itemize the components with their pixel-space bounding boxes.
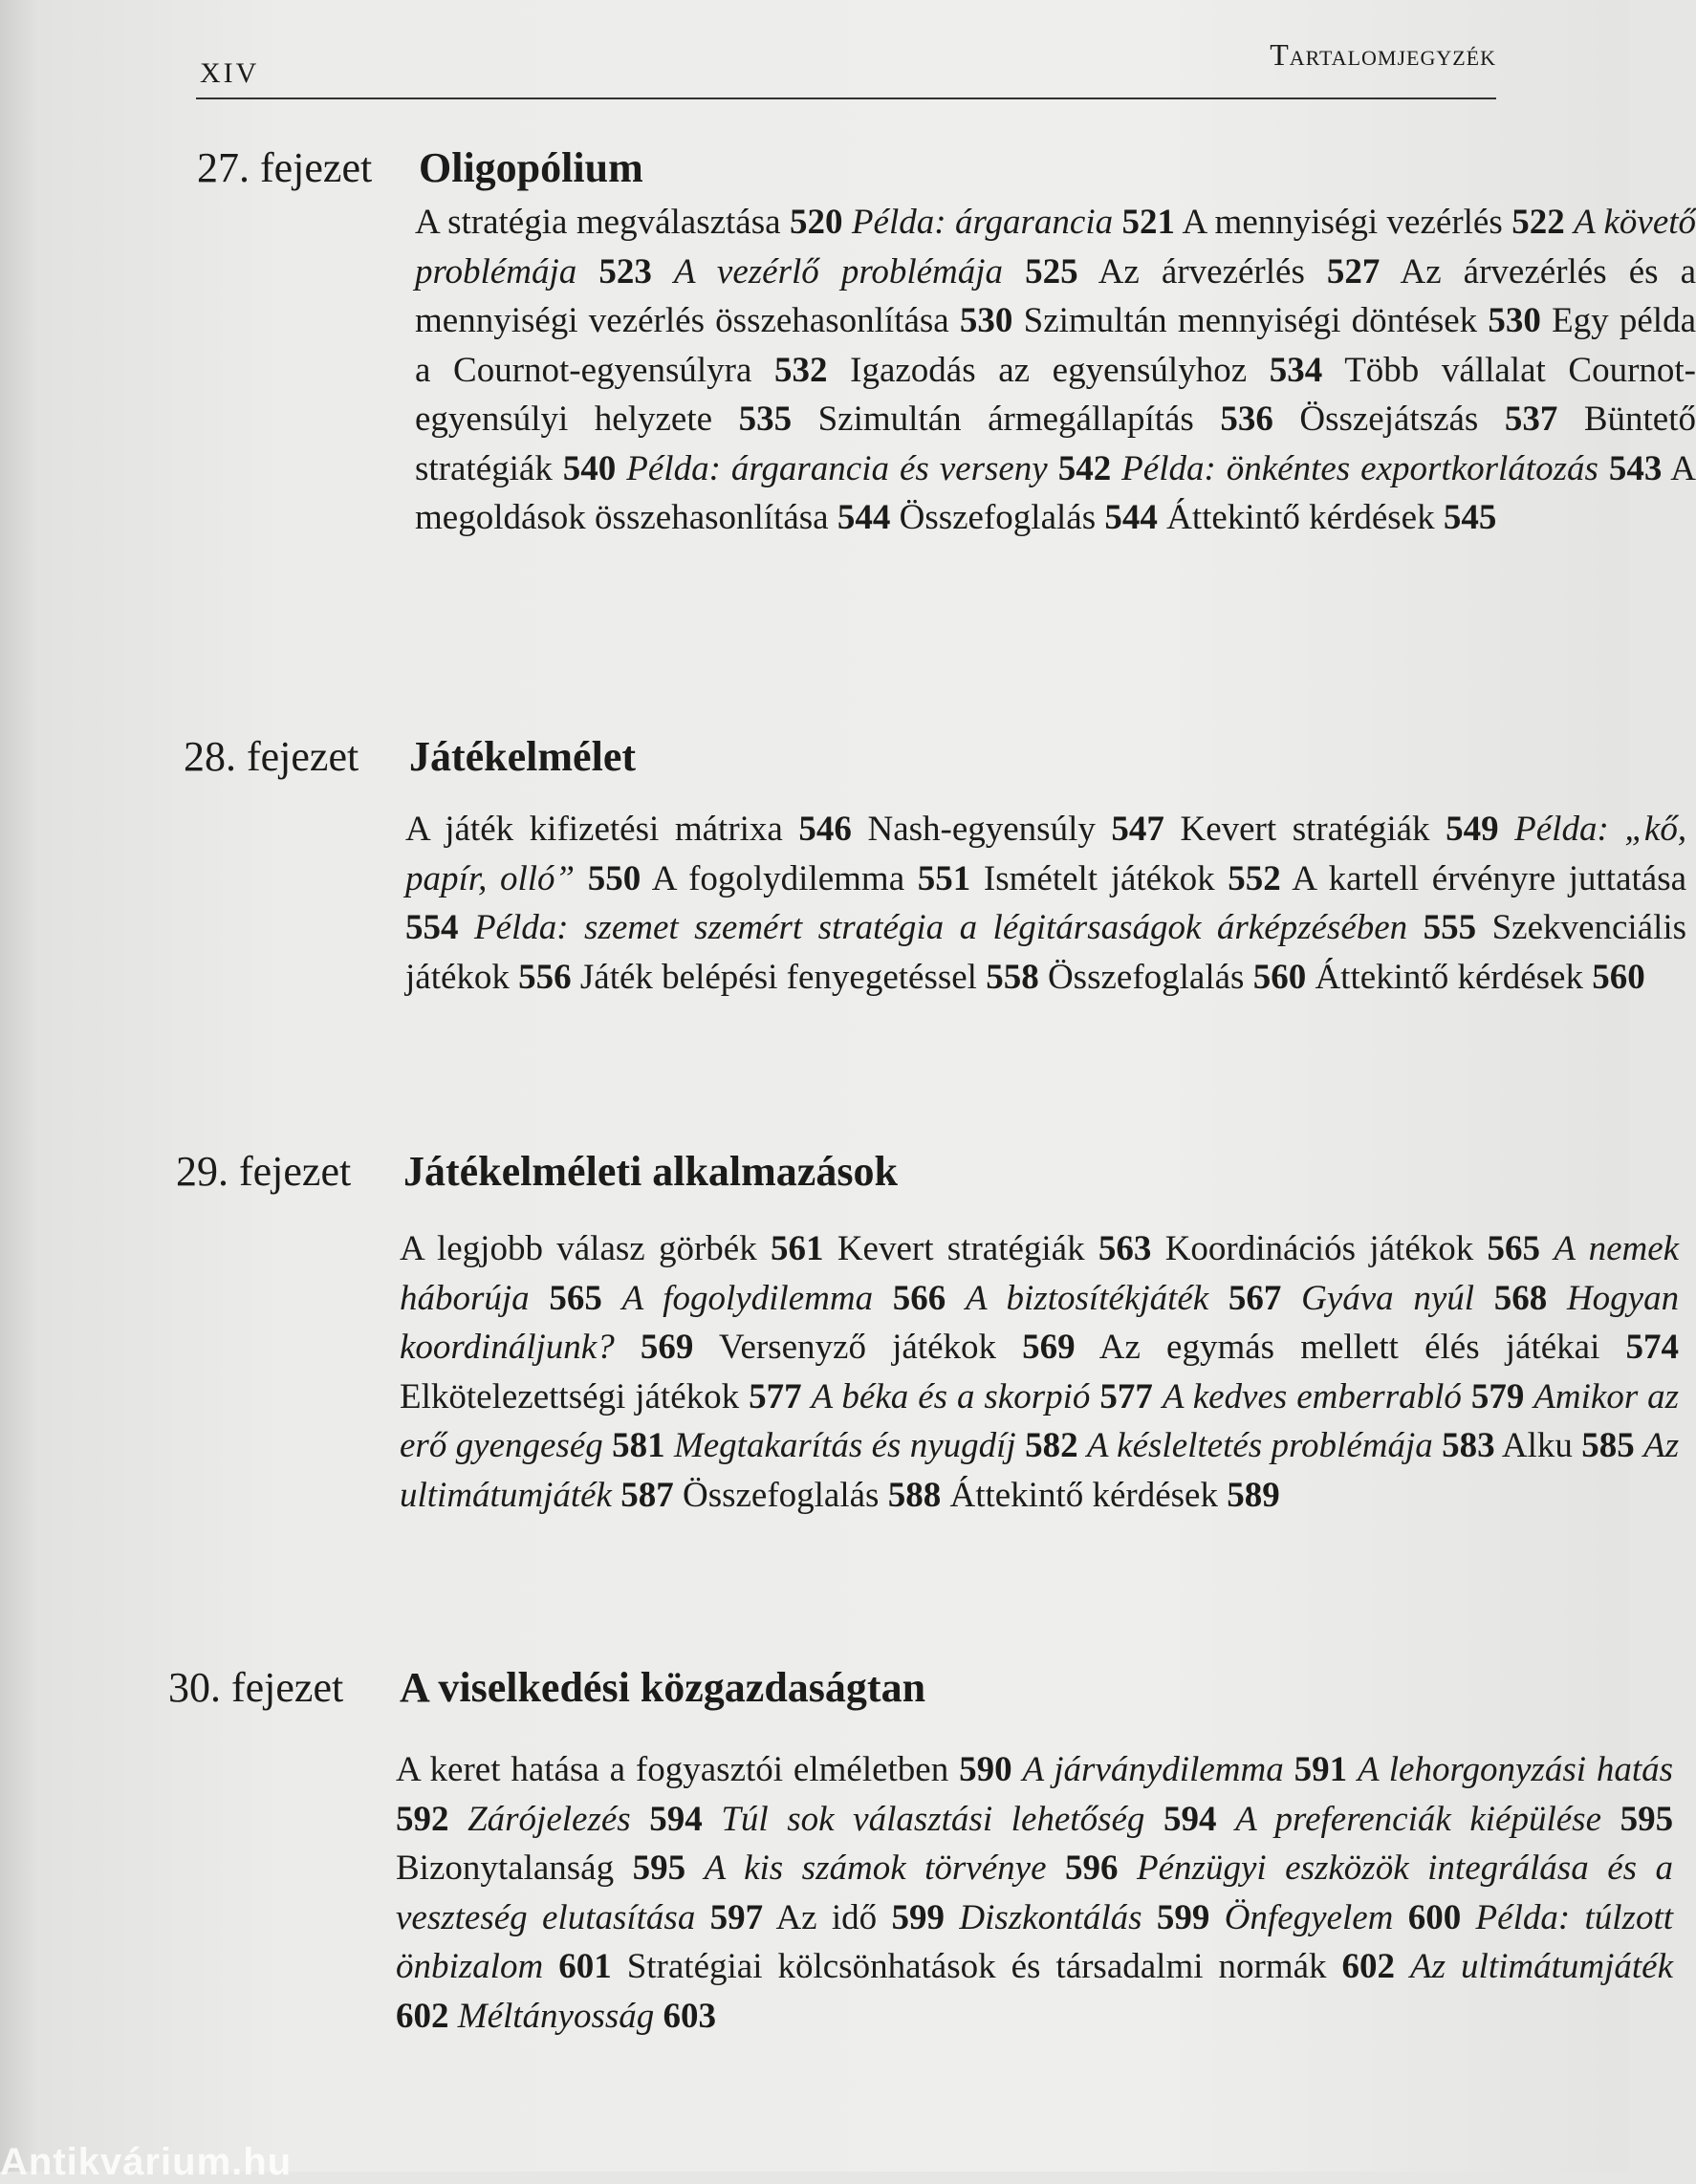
- toc-entry-title: Igazodás az egyensúlyhoz: [850, 350, 1248, 390]
- toc-entry-page: 543: [1608, 448, 1663, 488]
- toc-entry-title: A megoldások összehasonlítása: [415, 448, 1696, 537]
- toc-entry-page: 592: [396, 1799, 449, 1839]
- toc-entry-title: Összefoglalás: [899, 498, 1097, 537]
- toc-entry-page: 547: [1111, 810, 1164, 849]
- toc-entry-page: 527: [1326, 251, 1381, 292]
- toc-entry-title: Pénzügyi eszközök integrálása és a veszteség elutasítása: [396, 1849, 1674, 1937]
- toc-entry-title: A biztosítékjáték: [965, 1278, 1209, 1318]
- toc-entry-page: 534: [1269, 350, 1323, 390]
- toc-entry-title: Stratégiai kölcsönhatások és társadalmi normák: [626, 1947, 1327, 1986]
- toc-entry-page: 521: [1121, 203, 1176, 242]
- toc-entry-title: A járványdilemma: [1022, 1750, 1284, 1789]
- toc-entry-page: 568: [1493, 1278, 1548, 1318]
- chapter-entries: [405, 805, 1686, 1002]
- toc-entry-title: A preferenciák kiépülése: [1235, 1799, 1601, 1839]
- toc-entry-title: Az ultimátumjáték: [1410, 1947, 1674, 1986]
- toc-entry-page: 589: [1227, 1475, 1280, 1515]
- toc-entry-page: 560: [1592, 957, 1645, 997]
- toc-entry-page: 597: [709, 1897, 764, 1937]
- toc-entry-page: 558: [986, 957, 1039, 997]
- toc-entry-page: 601: [558, 1947, 612, 1986]
- page-number: XIV: [200, 57, 260, 89]
- toc-entry-page: 565: [1487, 1229, 1541, 1268]
- toc-entry-title: A nemek háborúja: [400, 1229, 1680, 1318]
- toc-entry-title: Kevert stratégiák: [1180, 810, 1430, 849]
- toc-entry-title: Szekvenciális játékok: [405, 908, 1687, 997]
- toc-entry-title: A fogolydilemma: [621, 1278, 874, 1318]
- chapter-title: Játékelméleti alkalmazások: [403, 1148, 898, 1195]
- toc-entry-title: Egy példa a Cournot-egyensúlyra: [415, 301, 1696, 390]
- toc-entry-page: 561: [771, 1229, 824, 1268]
- toc-entry-title: A követő problémája: [415, 203, 1696, 292]
- toc-entry-page: 542: [1057, 448, 1112, 488]
- toc-entry-page: 532: [774, 350, 828, 390]
- toc-entry-title: A legjobb válasz görbék: [400, 1229, 757, 1268]
- toc-entry-title: A késleltetés problémája: [1086, 1426, 1433, 1465]
- toc-entry-title: Önfegyelem: [1224, 1897, 1394, 1937]
- toc-entry-title: Büntető stratégiák: [415, 400, 1696, 488]
- toc-entry-title: Gyáva nyúl: [1301, 1278, 1475, 1318]
- toc-entry-page: 551: [917, 858, 971, 898]
- toc-entry-page: 549: [1446, 810, 1499, 849]
- toc-entry-page: 550: [587, 858, 641, 898]
- toc-entry-title: Nash-egyensúly: [867, 810, 1096, 849]
- toc-entry-page: 590: [959, 1750, 1012, 1789]
- toc-entry-title: Játék belépési fenyegetéssel: [579, 957, 977, 997]
- toc-entry-page: 595: [1620, 1799, 1674, 1839]
- toc-entry-page: 554: [405, 908, 459, 947]
- chapter-label: 29. fejezet: [176, 1148, 352, 1195]
- toc-entry-page: 569: [1022, 1328, 1076, 1367]
- toc-entry-page: 581: [612, 1426, 665, 1465]
- toc-entry-title: A játék kifizetési mátrixa: [405, 810, 783, 849]
- toc-entry-page: 602: [396, 1996, 449, 2036]
- watermark: Antikvárium.hu: [0, 2141, 293, 2183]
- toc-entry-page: 544: [1104, 498, 1158, 537]
- toc-entry-page: 555: [1423, 908, 1477, 947]
- toc-entry-title: Példa: önkéntes exportkorlátozás: [1121, 448, 1598, 488]
- toc-entry-page: 596: [1065, 1849, 1119, 1888]
- toc-entry-title: A lehorgonyzási hatás: [1357, 1750, 1674, 1789]
- toc-entry-title: A mennyiségi vezérlés: [1182, 203, 1503, 242]
- toc-entry-title: A kedves emberrabló: [1162, 1376, 1462, 1416]
- toc-entry-page: 520: [789, 203, 843, 242]
- toc-entry-title: Az árvezérlés és a mennyiségi vezérlés összehasonlítása: [415, 251, 1696, 340]
- toc-entry-title: Áttekintő kérdések: [1315, 957, 1583, 997]
- toc-entry-page: 556: [518, 957, 572, 997]
- toc-entry-page: 545: [1443, 498, 1497, 537]
- toc-entry-title: Példa: „kő, papír, olló”: [405, 810, 1687, 898]
- page-header: [196, 29, 1496, 99]
- toc-entry-title: Példa: szemet szemért stratégia a légitársaságok árképzésében: [473, 908, 1408, 947]
- toc-entry-title: A stratégia megválasztása: [415, 203, 781, 242]
- toc-entry-title: Koordinációs játékok: [1164, 1229, 1474, 1268]
- toc-entry-title: Összejátszás: [1299, 400, 1479, 439]
- toc-entry-page: 594: [649, 1799, 703, 1839]
- toc-entry-title: A kartell érvényre juttatása: [1292, 858, 1687, 898]
- toc-entry-title: Az idő: [775, 1897, 878, 1937]
- toc-entry-page: 588: [887, 1475, 942, 1515]
- toc-entry-title: Szimultán ármegállapítás: [817, 400, 1194, 439]
- toc-entry-page: 599: [1156, 1897, 1210, 1937]
- toc-entry-title: Elkötelezettségi játékok: [400, 1376, 740, 1416]
- toc-entry-title: Összefoglalás: [1047, 957, 1245, 997]
- toc-entry-page: 569: [640, 1328, 694, 1367]
- toc-entry-page: 602: [1341, 1947, 1396, 1986]
- toc-entry-title: Bizonytalanság: [396, 1849, 615, 1888]
- toc-entry-title: Példa: árgarancia és verseny: [626, 448, 1048, 488]
- toc-entry-page: 563: [1098, 1229, 1152, 1268]
- toc-entry-page: 522: [1511, 203, 1565, 242]
- toc-entry-title: Alku: [1501, 1426, 1573, 1465]
- toc-entry-page: 599: [891, 1897, 946, 1937]
- toc-entry-title: Kevert stratégiák: [837, 1229, 1085, 1268]
- toc-entry-title: A vezérlő problémája: [673, 251, 1004, 292]
- chapter-label: 27. fejezet: [197, 144, 373, 191]
- chapter-title: A viselkedési közgazdaságtan: [400, 1664, 926, 1711]
- toc-entry-title: Szimultán mennyiségi döntések: [1023, 301, 1478, 340]
- toc-entry-page: 567: [1228, 1278, 1282, 1318]
- toc-entry-page: 530: [959, 301, 1013, 340]
- toc-entry-page: 582: [1025, 1426, 1078, 1465]
- toc-entry-page: 523: [598, 251, 652, 292]
- toc-entry-page: 537: [1504, 400, 1558, 439]
- chapter-entries: [415, 198, 1696, 543]
- toc-entry-page: 577: [749, 1376, 802, 1416]
- toc-entry-page: 579: [1470, 1376, 1525, 1416]
- chapter-label: 28. fejezet: [184, 733, 359, 780]
- toc-entry-title: Az ultimátumjáték: [400, 1426, 1680, 1515]
- toc-entry-title: A kis számok törvénye: [704, 1849, 1047, 1888]
- chapter-title: Játékelmélet: [409, 733, 636, 780]
- chapter-title: Oligopólium: [419, 144, 643, 191]
- toc-entry-page: 603: [663, 1996, 717, 2036]
- toc-entry-title: Példa: túlzott önbizalom: [396, 1897, 1674, 1986]
- toc-entry-title: Ismételt játékok: [983, 858, 1215, 898]
- toc-entry-title: Amikor az erő gyengeség: [400, 1376, 1680, 1465]
- toc-entry-title: Megtakarítás és nyugdíj: [673, 1426, 1016, 1465]
- toc-entry-page: 530: [1488, 301, 1541, 340]
- chapter-label: 30. fejezet: [168, 1664, 344, 1711]
- toc-entry-page: 535: [738, 400, 793, 439]
- toc-entry-title: Hogyan koordináljunk?: [400, 1278, 1680, 1367]
- toc-entry-page: 595: [632, 1849, 686, 1888]
- toc-entry-title: Összefoglalás: [682, 1475, 880, 1515]
- toc-entry-title: Több vállalat Cournot-egyensúlyi helyzete: [415, 350, 1696, 439]
- chapter-entries: [400, 1224, 1679, 1520]
- toc-entry-page: 585: [1581, 1426, 1635, 1465]
- toc-entry-page: 552: [1228, 858, 1281, 898]
- toc-entry-page: 540: [562, 448, 617, 488]
- toc-entry-title: Az árvezérlés: [1098, 251, 1305, 292]
- toc-entry-page: 560: [1252, 957, 1307, 997]
- toc-entry-title: A fogolydilemma: [651, 858, 905, 898]
- chapter-entries: [396, 1745, 1673, 2041]
- toc-entry-title: Áttekintő kérdések: [949, 1475, 1218, 1515]
- toc-entry-page: 566: [892, 1278, 946, 1318]
- toc-entry-page: 546: [798, 810, 852, 849]
- toc-entry-title: Túl sok választási lehetőség: [721, 1799, 1145, 1839]
- toc-entry-page: 600: [1407, 1897, 1462, 1937]
- running-title: Tartalomjegyzék: [1270, 37, 1496, 72]
- toc-entry-page: 525: [1025, 251, 1078, 292]
- toc-entry-page: 577: [1099, 1376, 1153, 1416]
- toc-entry-title: Az egymás mellett élés játékai: [1098, 1328, 1600, 1367]
- toc-entry-title: A keret hatása a fogyasztói elméletben: [396, 1750, 949, 1789]
- toc-entry-title: Áttekintő kérdések: [1166, 498, 1435, 537]
- toc-entry-title: Zárójelezés: [467, 1799, 631, 1839]
- toc-entry-page: 591: [1294, 1750, 1348, 1789]
- toc-entry-title: Példa: árgarancia: [851, 203, 1114, 242]
- toc-entry-title: Diszkontálás: [959, 1897, 1142, 1937]
- toc-entry-page: 544: [837, 498, 891, 537]
- toc-entry-title: Méltányosság: [457, 1996, 655, 2036]
- toc-entry-title: A béka és a skorpió: [811, 1376, 1091, 1416]
- toc-entry-title: Versenyző játékok: [718, 1328, 996, 1367]
- toc-entry-page: 587: [620, 1475, 674, 1515]
- toc-entry-page: 565: [549, 1278, 602, 1318]
- toc-entry-page: 583: [1442, 1426, 1495, 1465]
- toc-entry-page: 594: [1163, 1799, 1217, 1839]
- toc-entry-page: 536: [1220, 400, 1273, 439]
- toc-entry-page: 574: [1625, 1328, 1679, 1367]
